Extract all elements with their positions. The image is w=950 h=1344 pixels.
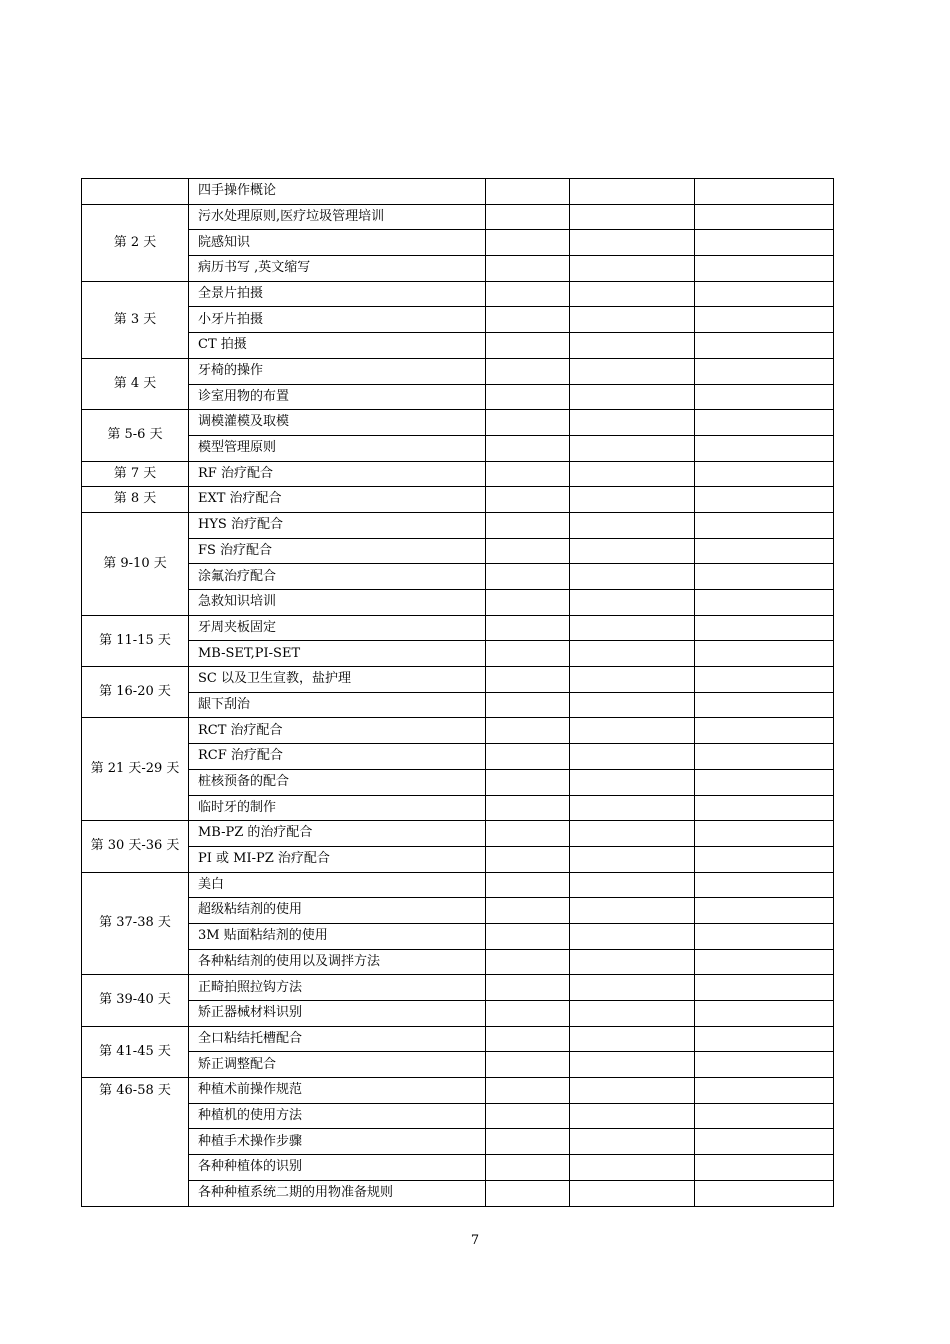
- blank-cell: [486, 435, 570, 461]
- blank-cell: [486, 718, 570, 744]
- blank-cell: [695, 590, 834, 616]
- topic-cell: 急救知识培训: [189, 590, 486, 616]
- day-cell: 第 16-20 天: [82, 667, 189, 718]
- blank-cell: [695, 564, 834, 590]
- day-cell: 第 9-10 天: [82, 512, 189, 615]
- blank-cell: [695, 358, 834, 384]
- blank-cell: [695, 1026, 834, 1052]
- table-row: [82, 692, 834, 718]
- blank-cell: [486, 538, 570, 564]
- table-row: [82, 512, 834, 538]
- table-row: [82, 872, 834, 898]
- day-cell: 第 4 天: [82, 358, 189, 409]
- blank-cell: [570, 923, 695, 949]
- blank-cell: [695, 1129, 834, 1155]
- blank-cell: [486, 1026, 570, 1052]
- day-cell: 第 30 天-36 天: [82, 821, 189, 872]
- table-row: [82, 846, 834, 872]
- blank-cell: [695, 1078, 834, 1104]
- blank-cell: [486, 461, 570, 487]
- blank-cell: [695, 461, 834, 487]
- blank-cell: [570, 949, 695, 975]
- blank-cell: [695, 384, 834, 410]
- table-row: [82, 1078, 834, 1104]
- table-row: [82, 256, 834, 282]
- blank-cell: [486, 590, 570, 616]
- topic-cell: CT 拍摄: [189, 333, 486, 359]
- topic-cell: SC 以及卫生宣教，盐护理: [189, 667, 486, 693]
- table-row: [82, 435, 834, 461]
- blank-cell: [486, 1103, 570, 1129]
- table-row: [82, 744, 834, 770]
- topic-cell: EXT 治疗配合: [189, 487, 486, 513]
- blank-cell: [486, 975, 570, 1001]
- blank-cell: [486, 564, 570, 590]
- topic-cell: 各种种植体的识别: [189, 1155, 486, 1181]
- topic-cell: 种植手术操作步骤: [189, 1129, 486, 1155]
- blank-cell: [486, 1129, 570, 1155]
- blank-cell: [695, 949, 834, 975]
- topic-cell: 全景片拍摄: [189, 281, 486, 307]
- table-row: [82, 718, 834, 744]
- topic-cell: 桩核预备的配合: [189, 769, 486, 795]
- blank-cell: [486, 949, 570, 975]
- blank-cell: [570, 846, 695, 872]
- blank-cell: [486, 307, 570, 333]
- blank-cell: [570, 590, 695, 616]
- page-number: 7: [470, 1233, 480, 1248]
- topic-cell: RCT 治疗配合: [189, 718, 486, 744]
- topic-cell: 各种种植系统二期的用物准备规则: [189, 1180, 486, 1206]
- topic-cell: RF 治疗配合: [189, 461, 486, 487]
- blank-cell: [570, 692, 695, 718]
- day-cell: 第 21 天-29 天: [82, 718, 189, 821]
- blank-cell: [570, 204, 695, 230]
- blank-cell: [695, 769, 834, 795]
- blank-cell: [570, 538, 695, 564]
- blank-cell: [570, 1155, 695, 1181]
- table-row: [82, 204, 834, 230]
- blank-cell: [695, 435, 834, 461]
- blank-cell: [695, 179, 834, 205]
- table-row: [82, 821, 834, 847]
- day-cell: 第 7 天: [82, 461, 189, 487]
- blank-cell: [570, 769, 695, 795]
- day-cell: 第 5-6 天: [82, 410, 189, 461]
- blank-cell: [570, 333, 695, 359]
- topic-cell: 病历书写 ,英文缩写: [189, 256, 486, 282]
- blank-cell: [486, 281, 570, 307]
- table-row: [82, 1129, 834, 1155]
- topic-cell: 种植术前操作规范: [189, 1078, 486, 1104]
- blank-cell: [570, 1026, 695, 1052]
- blank-cell: [486, 256, 570, 282]
- table-row: [82, 281, 834, 307]
- blank-cell: [486, 358, 570, 384]
- table-row: [82, 1180, 834, 1206]
- topic-cell: 四手操作概论: [189, 179, 486, 205]
- blank-cell: [486, 230, 570, 256]
- day-cell: 第 46-58 天: [82, 1078, 189, 1206]
- table-row: [82, 1026, 834, 1052]
- table-row: [82, 590, 834, 616]
- topic-cell: 涂氟治疗配合: [189, 564, 486, 590]
- blank-cell: [570, 564, 695, 590]
- blank-cell: [570, 641, 695, 667]
- table-row: [82, 410, 834, 436]
- table-row: [82, 1103, 834, 1129]
- blank-cell: [695, 718, 834, 744]
- topic-cell: 3M 贴面粘结剂的使用: [189, 923, 486, 949]
- blank-cell: [570, 872, 695, 898]
- table-row: [82, 769, 834, 795]
- blank-cell: [695, 1103, 834, 1129]
- blank-cell: [695, 846, 834, 872]
- topic-cell: FS 治疗配合: [189, 538, 486, 564]
- blank-cell: [695, 795, 834, 821]
- blank-cell: [486, 898, 570, 924]
- blank-cell: [486, 384, 570, 410]
- blank-cell: [695, 1052, 834, 1078]
- blank-cell: [695, 1001, 834, 1027]
- blank-cell: [570, 1078, 695, 1104]
- blank-cell: [695, 923, 834, 949]
- table-row: [82, 358, 834, 384]
- blank-cell: [486, 204, 570, 230]
- day-cell: 第 37-38 天: [82, 872, 189, 975]
- topic-cell: PI 或 MI-PZ 治疗配合: [189, 846, 486, 872]
- blank-cell: [486, 615, 570, 641]
- blank-cell: [570, 898, 695, 924]
- day-cell: 第 2 天: [82, 204, 189, 281]
- table-row: [82, 461, 834, 487]
- blank-cell: [486, 846, 570, 872]
- blank-cell: [486, 487, 570, 513]
- topic-cell: MB-SET,PI-SET: [189, 641, 486, 667]
- blank-cell: [695, 898, 834, 924]
- table-row: [82, 487, 834, 513]
- blank-cell: [486, 1155, 570, 1181]
- day-cell: [82, 179, 189, 205]
- schedule-body: [82, 179, 834, 1207]
- table-row: [82, 179, 834, 205]
- blank-cell: [486, 641, 570, 667]
- topic-cell: 种植机的使用方法: [189, 1103, 486, 1129]
- day-cell: 第 39-40 天: [82, 975, 189, 1026]
- training-schedule-table: [81, 178, 834, 1207]
- table-row: [82, 667, 834, 693]
- table-row: [82, 307, 834, 333]
- blank-cell: [486, 1052, 570, 1078]
- table-row: [82, 1155, 834, 1181]
- blank-cell: [695, 615, 834, 641]
- table-row: [82, 1001, 834, 1027]
- blank-cell: [486, 1180, 570, 1206]
- blank-cell: [570, 1103, 695, 1129]
- blank-cell: [570, 744, 695, 770]
- topic-cell: HYS 治疗配合: [189, 512, 486, 538]
- table-row: [82, 564, 834, 590]
- table-row: [82, 923, 834, 949]
- table-row: [82, 975, 834, 1001]
- blank-cell: [695, 641, 834, 667]
- blank-cell: [695, 872, 834, 898]
- day-cell: 第 8 天: [82, 487, 189, 513]
- table-row: [82, 641, 834, 667]
- blank-cell: [695, 821, 834, 847]
- blank-cell: [486, 692, 570, 718]
- blank-cell: [695, 230, 834, 256]
- blank-cell: [695, 1180, 834, 1206]
- table-row: [82, 384, 834, 410]
- blank-cell: [570, 307, 695, 333]
- topic-cell: 龈下刮治: [189, 692, 486, 718]
- table-row: [82, 615, 834, 641]
- table-row: [82, 333, 834, 359]
- blank-cell: [570, 821, 695, 847]
- blank-cell: [486, 333, 570, 359]
- topic-cell: 院感知识: [189, 230, 486, 256]
- table-row: [82, 898, 834, 924]
- blank-cell: [570, 410, 695, 436]
- blank-cell: [570, 615, 695, 641]
- topic-cell: 全口粘结托槽配合: [189, 1026, 486, 1052]
- topic-cell: MB-PZ 的治疗配合: [189, 821, 486, 847]
- blank-cell: [570, 718, 695, 744]
- topic-cell: 矫正调整配合: [189, 1052, 486, 1078]
- blank-cell: [695, 512, 834, 538]
- blank-cell: [486, 1078, 570, 1104]
- blank-cell: [570, 795, 695, 821]
- topic-cell: 诊室用物的布置: [189, 384, 486, 410]
- blank-cell: [570, 667, 695, 693]
- topic-cell: 超级粘结剂的使用: [189, 898, 486, 924]
- blank-cell: [695, 256, 834, 282]
- blank-cell: [570, 1052, 695, 1078]
- blank-cell: [695, 487, 834, 513]
- blank-cell: [486, 512, 570, 538]
- topic-cell: 美白: [189, 872, 486, 898]
- blank-cell: [570, 487, 695, 513]
- day-cell: 第 41-45 天: [82, 1026, 189, 1077]
- blank-cell: [570, 358, 695, 384]
- blank-cell: [486, 923, 570, 949]
- blank-cell: [486, 872, 570, 898]
- topic-cell: RCF 治疗配合: [189, 744, 486, 770]
- blank-cell: [695, 667, 834, 693]
- blank-cell: [695, 744, 834, 770]
- blank-cell: [695, 975, 834, 1001]
- blank-cell: [695, 1155, 834, 1181]
- blank-cell: [486, 769, 570, 795]
- blank-cell: [570, 230, 695, 256]
- blank-cell: [570, 1129, 695, 1155]
- day-cell: 第 11-15 天: [82, 615, 189, 666]
- table-row: [82, 1052, 834, 1078]
- blank-cell: [486, 744, 570, 770]
- table-row: [82, 795, 834, 821]
- blank-cell: [486, 1001, 570, 1027]
- topic-cell: 临时牙的制作: [189, 795, 486, 821]
- blank-cell: [570, 975, 695, 1001]
- blank-cell: [570, 1001, 695, 1027]
- blank-cell: [486, 410, 570, 436]
- blank-cell: [570, 179, 695, 205]
- blank-cell: [695, 333, 834, 359]
- blank-cell: [570, 281, 695, 307]
- blank-cell: [486, 795, 570, 821]
- table-row: [82, 538, 834, 564]
- topic-cell: 小牙片拍摄: [189, 307, 486, 333]
- topic-cell: 模型管理原则: [189, 435, 486, 461]
- blank-cell: [486, 179, 570, 205]
- blank-cell: [695, 307, 834, 333]
- day-cell: 第 3 天: [82, 281, 189, 358]
- table-row: [82, 230, 834, 256]
- blank-cell: [695, 692, 834, 718]
- topic-cell: 各种粘结剂的使用以及调拌方法: [189, 949, 486, 975]
- blank-cell: [570, 435, 695, 461]
- blank-cell: [486, 667, 570, 693]
- topic-cell: 牙周夹板固定: [189, 615, 486, 641]
- blank-cell: [570, 512, 695, 538]
- topic-cell: 牙椅的操作: [189, 358, 486, 384]
- blank-cell: [570, 1180, 695, 1206]
- topic-cell: 污水处理原则,医疗垃圾管理培训: [189, 204, 486, 230]
- blank-cell: [695, 204, 834, 230]
- topic-cell: 正畸拍照拉钩方法: [189, 975, 486, 1001]
- blank-cell: [695, 538, 834, 564]
- blank-cell: [570, 461, 695, 487]
- topic-cell: 矫正器械材料识别: [189, 1001, 486, 1027]
- topic-cell: 调模灌模及取模: [189, 410, 486, 436]
- blank-cell: [695, 281, 834, 307]
- blank-cell: [695, 410, 834, 436]
- table-row: [82, 949, 834, 975]
- blank-cell: [570, 256, 695, 282]
- blank-cell: [570, 384, 695, 410]
- blank-cell: [486, 821, 570, 847]
